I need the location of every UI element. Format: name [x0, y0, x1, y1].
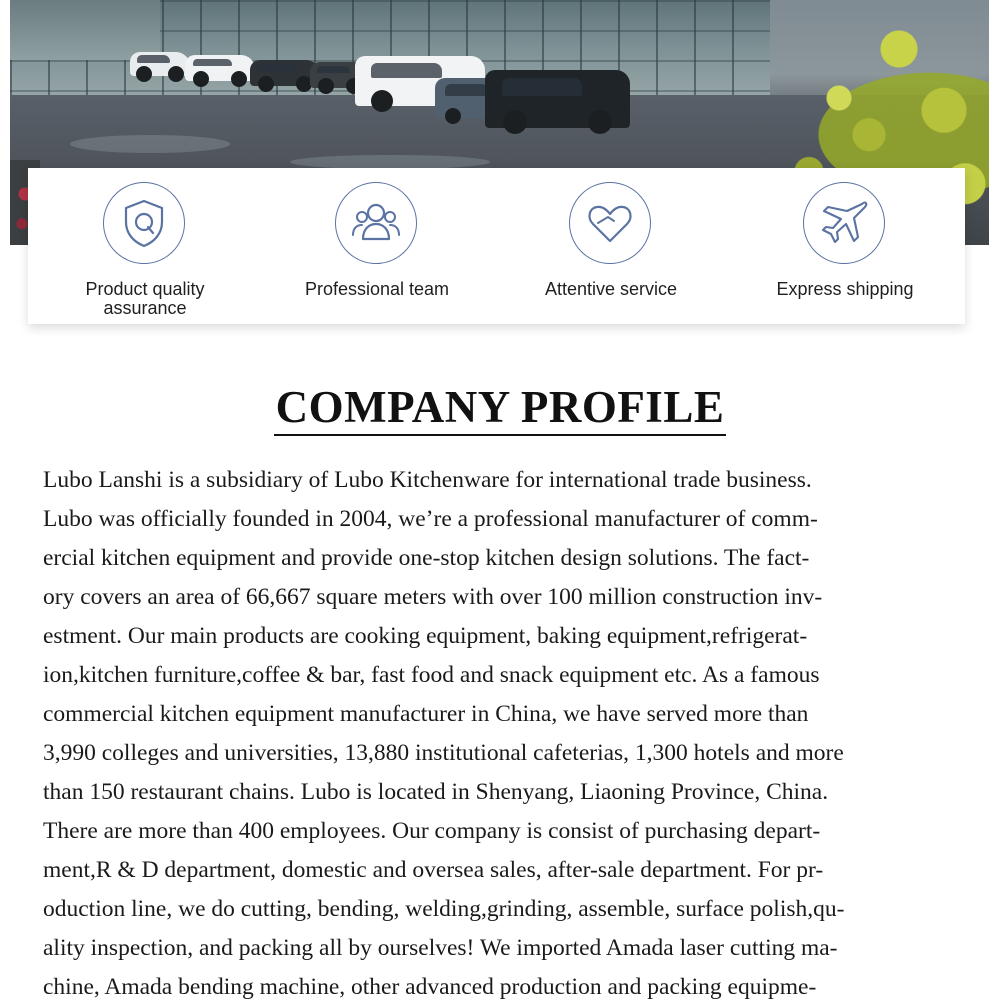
feature-icon-circle: [569, 182, 651, 264]
airplane-icon: [818, 197, 870, 249]
building-left-wing: [10, 0, 160, 60]
profile-line: Lubo was officially founded in 2004, we’re a professional manufacturer of comm-: [43, 506, 818, 532]
feature-label: [260, 280, 494, 299]
feature-label: [728, 280, 962, 299]
page-title-text: COMPANY PROFILE: [274, 382, 727, 436]
page-title: [0, 381, 1000, 433]
feature-label-line1: Attentive service: [544, 279, 678, 299]
feature-icon-circle: [803, 182, 885, 264]
profile-line: There are more than 400 employees. Our company is consist of purchasing depart-: [43, 818, 821, 844]
feature-service: [494, 168, 728, 324]
feature-bar: [28, 168, 965, 324]
profile-line: estment. Our main products are cooking equipment, baking equipment,refrigerat-: [43, 623, 808, 649]
feature-label-line1: Product quality: [85, 279, 205, 299]
feature-label-line2: assurance: [103, 298, 187, 318]
profile-line: commercial kitchen equipment manufacturer in China, we have served more than: [43, 701, 809, 727]
profile-line: ion,kitchen furniture,coffee & bar, fast food and snack equipment etc. As a famous: [43, 662, 820, 688]
feature-icon-circle: [103, 182, 185, 264]
feature-label: [28, 280, 262, 318]
feature-label: [494, 280, 728, 299]
profile-line: ality inspection, and packing all by ourselves! We imported Amada laser cutting ma-: [43, 935, 838, 961]
profile-line: chine, Amada bending machine, other advanced production and packing equipme-: [43, 974, 817, 1000]
team-icon: [350, 197, 402, 249]
feature-icon-circle: [335, 182, 417, 264]
feature-label-line1: Professional team: [304, 279, 450, 299]
profile-line: 3,990 colleges and universities, 13,880 institutional cafeterias, 1,300 hotels and more: [43, 740, 844, 766]
profile-line: oduction line, we do cutting, bending, welding,grinding, assemble, surface polish,qu-: [43, 896, 845, 922]
heart-icon: [584, 197, 636, 249]
profile-line: Lubo Lanshi is a subsidiary of Lubo Kitchenware for international trade business.: [43, 467, 812, 493]
profile-line: than 150 restaurant chains. Lubo is located in Shenyang, Liaoning Province, China.: [43, 779, 829, 805]
feature-label-line1: Express shipping: [776, 279, 914, 299]
profile-body: [43, 461, 968, 1007]
profile-line: ment,R & D department, domestic and oversea sales, after-sale department. For pr-: [43, 857, 824, 883]
feature-team: [260, 168, 494, 324]
feature-quality: [28, 168, 262, 324]
feature-shipping: [728, 168, 962, 324]
shield-q-icon: [118, 197, 170, 249]
profile-line: ory covers an area of 66,667 square meters with over 100 million construction inv-: [43, 584, 823, 610]
profile-line: ercial kitchen equipment and provide one-stop kitchen design solutions. The fact-: [43, 545, 810, 571]
